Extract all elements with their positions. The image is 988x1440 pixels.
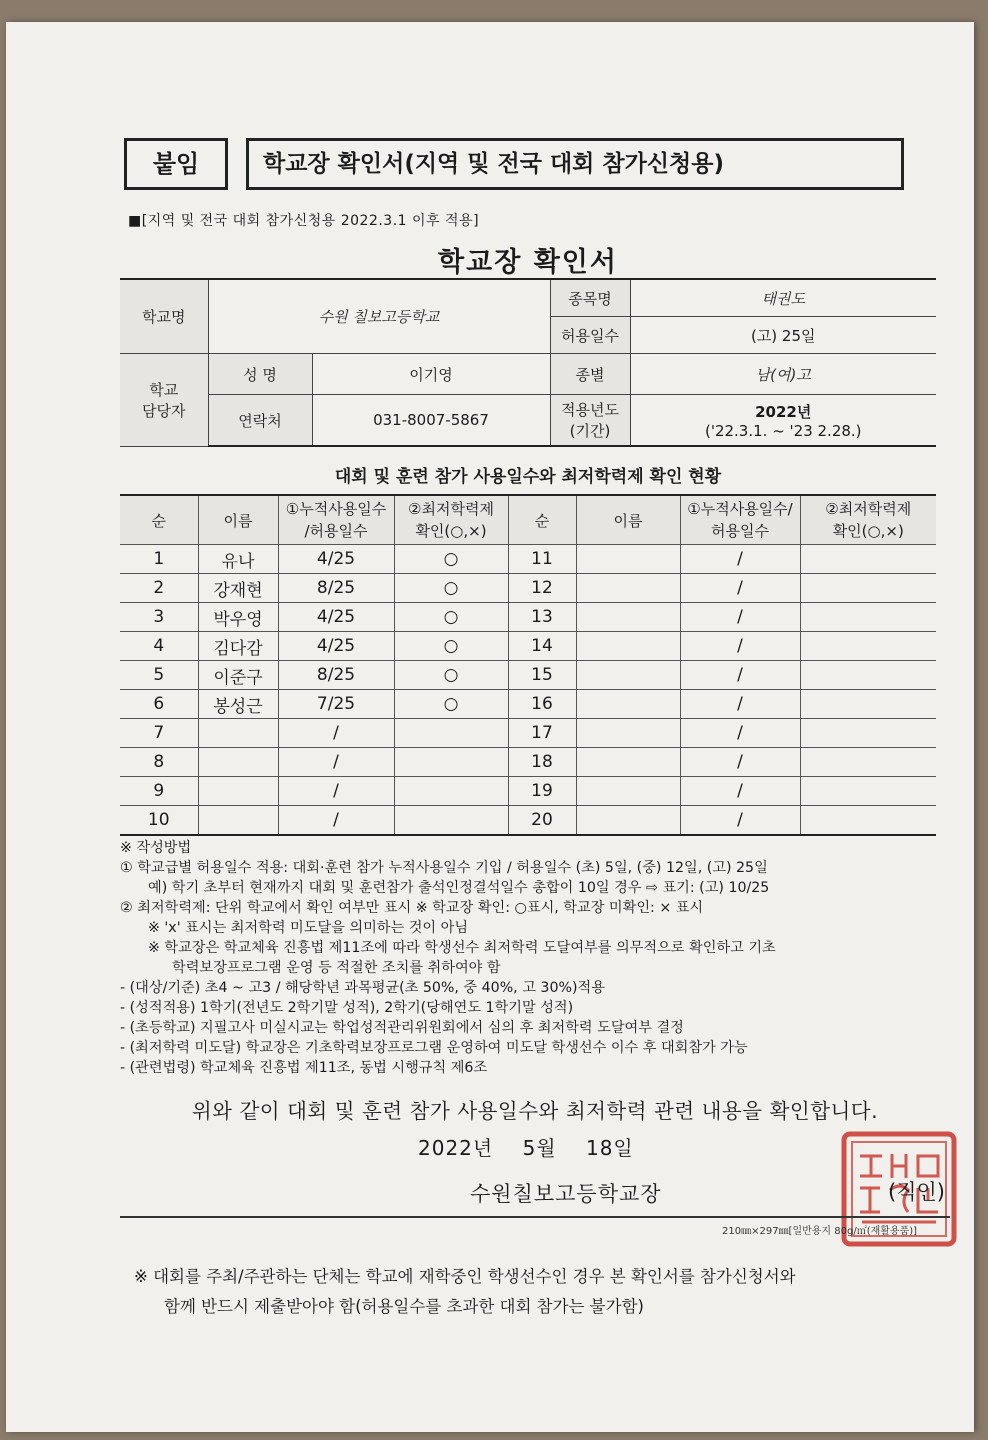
- row-check-right: [800, 603, 936, 632]
- row-no: 2: [120, 574, 198, 603]
- contact-person-label: 학교 담당자: [120, 354, 208, 447]
- row-no-right: 14: [508, 632, 576, 661]
- principal-title: 수원칠보고등학교장: [470, 1182, 662, 1206]
- notes-heading: ※ 작성방법: [120, 840, 192, 856]
- row-name-right: [576, 545, 680, 574]
- year-value: 2022년 ('22.3.1. ~ '23 2.28.): [630, 395, 936, 447]
- row-check-right: [800, 574, 936, 603]
- name-value: 이기영: [312, 354, 550, 395]
- note-2a: ※ 'x' 표시는 최저학력 미도달을 의미하는 것이 아님: [148, 920, 469, 936]
- row-days-right: /: [680, 574, 800, 603]
- row-check: [394, 748, 508, 777]
- row-name: [198, 719, 278, 748]
- row-days: 4/25: [278, 603, 394, 632]
- row-check: ○: [394, 690, 508, 719]
- row-name: 김다감: [198, 632, 278, 661]
- row-name: 봉성근: [198, 690, 278, 719]
- divider: [120, 1216, 950, 1218]
- school-label: 학교명: [120, 279, 208, 354]
- row-name: 강재현: [198, 574, 278, 603]
- note-1-example: 예) 학기 초부터 현재까지 대회 및 훈련참가 출석인정결석일수 총합이 10일 경우 ⇨ 표기: (고) 10/25: [148, 880, 770, 896]
- row-name: 이준구: [198, 661, 278, 690]
- row-check-right: [800, 545, 936, 574]
- table-row: [120, 574, 936, 603]
- row-name: 유나: [198, 545, 278, 574]
- row-check-right: [800, 777, 936, 806]
- row-no: 3: [120, 603, 198, 632]
- row-name-right: [576, 632, 680, 661]
- col-days-right: ①누적사용일수/ 허용일수: [680, 495, 800, 545]
- detail-1: - (대상/기준) 초4 ~ 고3 / 해당학년 과목평균(초 50%, 중 40%, 고 30%)적용: [120, 980, 605, 996]
- row-days-right: /: [680, 777, 800, 806]
- school-info-table: [120, 278, 936, 447]
- type-value: 남(여)고: [630, 354, 936, 395]
- row-no-right: 19: [508, 777, 576, 806]
- roster-table: [120, 494, 936, 836]
- seal-label: (직인): [888, 1180, 945, 1204]
- table-row: [120, 545, 936, 574]
- row-days-right: /: [680, 661, 800, 690]
- row-no: 6: [120, 690, 198, 719]
- row-no: 10: [120, 806, 198, 836]
- row-no-right: 16: [508, 690, 576, 719]
- note-2: ② 최저학력제: 단위 학교에서 확인 여부만 표시 ※ 학교장 확인: ○표시, 학교장 미확인: × 표시: [120, 900, 704, 916]
- row-days: 8/25: [278, 661, 394, 690]
- document-title-box: 학교장 확인서(지역 및 전국 대회 참가신청용): [246, 138, 904, 190]
- detail-5: - (관련법령) 학교체육 진흥법 제11조, 동법 시행규칙 제6조: [120, 1060, 488, 1076]
- sport-label: 종목명: [550, 279, 630, 317]
- row-days: /: [278, 719, 394, 748]
- row-name-right: [576, 748, 680, 777]
- table-row: [120, 748, 936, 777]
- paper-size-note: 210㎜×297㎜[일반용지 80g/㎡(재활용품)]: [722, 1226, 918, 1237]
- type-label: 종별: [550, 354, 630, 395]
- sign-date: 2022년 5월 18일: [418, 1136, 634, 1160]
- col-name: 이름: [198, 495, 278, 545]
- row-name-right: [576, 806, 680, 836]
- col-no: 순: [120, 495, 198, 545]
- page-title: 학교장 확인서: [438, 247, 618, 278]
- row-check: ○: [394, 661, 508, 690]
- allowed-days-value: (고) 25일: [630, 317, 936, 354]
- detail-4: - (최저학력 미도달) 학교장은 기초학력보장프로그램 운영하여 미도달 학생선수 이수 후 대회참가 가능: [120, 1040, 748, 1056]
- row-check: ○: [394, 574, 508, 603]
- row-no-right: 11: [508, 545, 576, 574]
- allowed-days-label: 허용일수: [550, 317, 630, 354]
- row-days-right: /: [680, 806, 800, 836]
- col-no-right: 순: [508, 495, 576, 545]
- row-check-right: [800, 690, 936, 719]
- row-days: /: [278, 806, 394, 836]
- detail-3: - (초등학교) 지필고사 미실시교는 학업성적관리위원회에서 심의 후 최저학력 도달여부 결정: [120, 1020, 684, 1036]
- row-days: /: [278, 777, 394, 806]
- row-name-right: [576, 574, 680, 603]
- row-no: 4: [120, 632, 198, 661]
- row-name-right: [576, 690, 680, 719]
- row-no-right: 18: [508, 748, 576, 777]
- row-days: 8/25: [278, 574, 394, 603]
- row-no: 8: [120, 748, 198, 777]
- row-no: 9: [120, 777, 198, 806]
- phone-label: 연락처: [208, 395, 312, 447]
- row-check: [394, 777, 508, 806]
- footer-line-2: 함께 반드시 제출받아야 함(허용일수를 초과한 대회 참가는 불가함): [164, 1297, 644, 1316]
- footer-note: [134, 1262, 944, 1322]
- phone-value: 031-8007-5867: [312, 395, 550, 447]
- row-check-right: [800, 748, 936, 777]
- row-no: 1: [120, 545, 198, 574]
- row-name: [198, 748, 278, 777]
- year-label: 적용년도 (기간): [550, 395, 630, 447]
- table-row: [120, 690, 936, 719]
- col-check: ②최저학력제 확인(○,×): [394, 495, 508, 545]
- table-row: [120, 603, 936, 632]
- row-check: ○: [394, 603, 508, 632]
- col-check-right: ②최저학력제 확인(○,×): [800, 495, 936, 545]
- row-check-right: [800, 661, 936, 690]
- row-days: 4/25: [278, 545, 394, 574]
- table-row: [120, 719, 936, 748]
- col-name-right: 이름: [576, 495, 680, 545]
- row-name-right: [576, 603, 680, 632]
- row-days-right: /: [680, 632, 800, 661]
- row-check: [394, 719, 508, 748]
- row-name: 박우영: [198, 603, 278, 632]
- row-check: [394, 806, 508, 836]
- note-2b-cont: 학력보장프로그램 운영 등 적절한 조치를 취하여야 함: [172, 960, 501, 976]
- sport-value: 태권도: [630, 279, 936, 317]
- school-value: 수원 칠보고등학교: [208, 279, 550, 354]
- row-days-right: /: [680, 748, 800, 777]
- row-check-right: [800, 632, 936, 661]
- roster-section-title: 대회 및 훈련 참가 사용일수와 최저학력제 확인 현황: [334, 467, 722, 487]
- note-2b: ※ 학교장은 학교체육 진흥법 제11조에 따라 학생선수 최저학력 도달여부를 의무적으로 확인하고 기초: [148, 940, 776, 956]
- row-days-right: /: [680, 690, 800, 719]
- confirmation-statement: 위와 같이 대회 및 훈련 참가 사용일수와 최저학력 관련 내용을 확인합니다.: [191, 1099, 879, 1123]
- row-days: 4/25: [278, 632, 394, 661]
- row-name-right: [576, 719, 680, 748]
- table-row: [120, 806, 936, 836]
- row-name: [198, 806, 278, 836]
- footer-line-1: ※ 대회를 주최/주관하는 단체는 학교에 재학중인 학생선수인 경우 본 확인서를 참가신청서와: [134, 1267, 796, 1286]
- note-1: ① 학교급별 허용일수 적용: 대회·훈련 참가 누적사용일수 기입 / 허용일수 (초) 5일, (중) 12일, (고) 25일: [120, 860, 768, 876]
- attachment-tag: 붙임: [124, 138, 228, 190]
- row-no-right: 15: [508, 661, 576, 690]
- row-no-right: 17: [508, 719, 576, 748]
- table-row: [120, 777, 936, 806]
- table-row: [120, 661, 936, 690]
- row-check: ○: [394, 545, 508, 574]
- instructions: [120, 838, 950, 1078]
- row-days-right: /: [680, 603, 800, 632]
- row-name-right: [576, 777, 680, 806]
- row-check: ○: [394, 632, 508, 661]
- row-no: 5: [120, 661, 198, 690]
- row-days: /: [278, 748, 394, 777]
- row-name: [198, 777, 278, 806]
- row-no-right: 20: [508, 806, 576, 836]
- col-days: ①누적사용일수 /허용일수: [278, 495, 394, 545]
- table-row: [120, 632, 936, 661]
- name-label: 성 명: [208, 354, 312, 395]
- apply-note: ■[지역 및 전국 대회 참가신청용 2022.3.1 이후 적용]: [128, 213, 480, 229]
- row-check-right: [800, 719, 936, 748]
- row-name-right: [576, 661, 680, 690]
- row-no: 7: [120, 719, 198, 748]
- row-days-right: /: [680, 719, 800, 748]
- row-no-right: 12: [508, 574, 576, 603]
- row-check-right: [800, 806, 936, 836]
- detail-2: - (성적적용) 1학기(전년도 2학기말 성적), 2학기(당해연도 1학기말 성적): [120, 1000, 574, 1016]
- row-days: 7/25: [278, 690, 394, 719]
- row-no-right: 13: [508, 603, 576, 632]
- row-days-right: /: [680, 545, 800, 574]
